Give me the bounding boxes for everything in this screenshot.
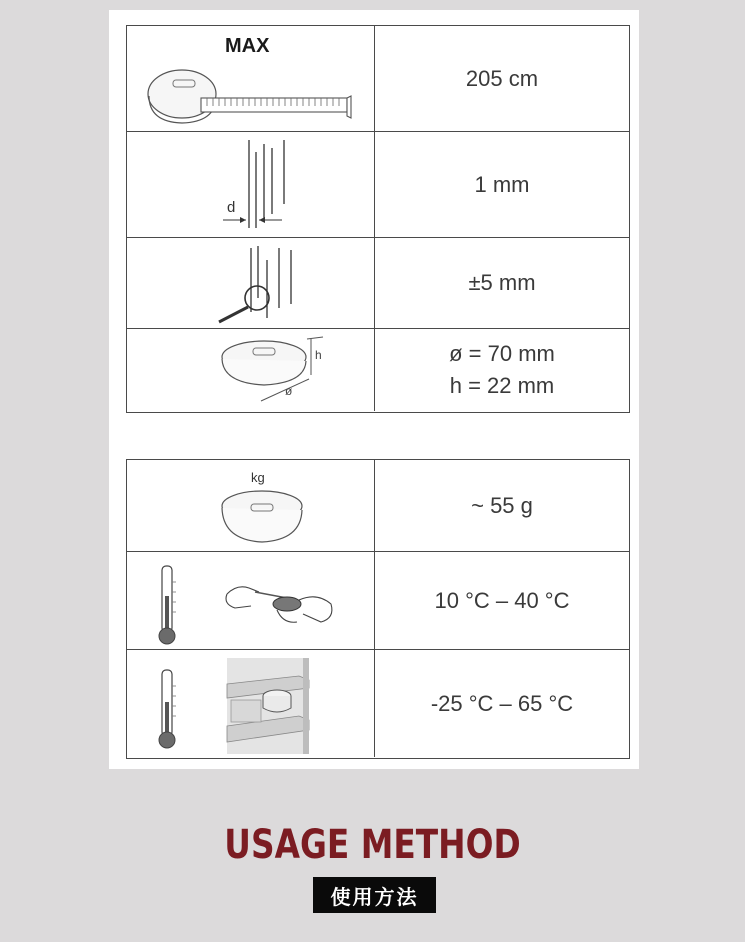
accuracy-value: ±5 mm	[468, 270, 536, 295]
spec-value	[375, 329, 629, 411]
device-weight-icon	[127, 460, 375, 552]
spec-row-weight	[127, 460, 629, 552]
illustration-cell	[127, 329, 375, 411]
weight-value: ~ 55 g	[471, 492, 533, 518]
spec-row-operating-temp	[127, 552, 629, 650]
svg-text:h: h	[315, 348, 322, 362]
spec-row-graduation	[127, 132, 629, 238]
division-spacing-icon	[127, 132, 375, 238]
tape-measure-max-icon	[127, 26, 375, 132]
diameter-value: ø = 70 mm	[449, 341, 555, 366]
spec-sheet	[109, 10, 639, 769]
spec-row-max-length	[127, 26, 629, 132]
operating-temp-value: 10 °C – 40 °C	[434, 587, 570, 613]
spec-value	[375, 132, 629, 237]
spec-value	[375, 552, 629, 649]
illustration-cell	[127, 132, 375, 237]
spec-value	[375, 238, 629, 328]
spec-value	[375, 460, 629, 551]
storage-temperature-icon	[127, 650, 375, 757]
d-caption: d	[227, 199, 236, 216]
spec-value	[375, 26, 629, 131]
svg-text:ø: ø	[285, 384, 293, 398]
spec-row-storage-temp	[127, 650, 629, 757]
magnifier-accuracy-icon	[127, 238, 375, 329]
spec-table-dimensions	[126, 25, 630, 413]
device-dimensions-icon	[127, 329, 375, 411]
graduation-value: 1 mm	[474, 171, 530, 197]
illustration-cell	[127, 552, 375, 649]
illustration-cell	[127, 238, 375, 328]
illustration-cell	[127, 650, 375, 757]
illustration-cell	[127, 460, 375, 551]
section-title: USAGE METHOD	[224, 822, 521, 868]
kg-caption: kg	[251, 470, 265, 485]
max-caption: MAX	[225, 35, 270, 57]
spec-table-environment	[126, 459, 630, 759]
illustration-cell	[127, 26, 375, 131]
max-length-value: 205 cm	[465, 65, 539, 91]
height-value: h = 22 mm	[449, 373, 555, 398]
spec-value	[375, 650, 629, 757]
storage-temp-value: -25 °C – 65 °C	[430, 690, 574, 716]
operating-temperature-icon	[127, 552, 375, 650]
section-subtitle: 使用方法	[313, 877, 436, 913]
spec-row-accuracy	[127, 238, 629, 329]
spec-row-dimensions	[127, 329, 629, 411]
